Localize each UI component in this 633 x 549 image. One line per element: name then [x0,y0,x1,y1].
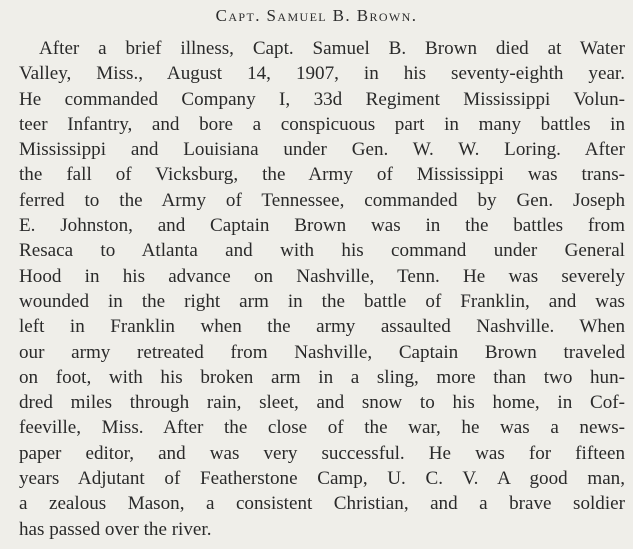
text-line: wounded in the right arm in the battle of Franklin, and was [19,290,625,312]
text-line: After a brief illness, Capt. Samuel B. Brown died at Water [39,38,625,59]
text-line: ferred to the Army of Tennessee, commanded by Gen. Joseph [19,189,625,211]
text-line: the fall of Vicksburg, the Army of Mississippi was trans- [19,164,625,186]
text-line: Resaca to Atlanta and with his command under General [19,240,625,262]
text-line: left in Franklin when the army assaulted Nashville. When [19,316,625,338]
text-line: our army retreated from Nashville, Captain Brown traveled [19,341,625,363]
text-line: paper editor, and was very successful. He was for fifteen [19,442,625,464]
text-line: He commanded Company I, 33d Regiment Mississippi Volun- [19,88,625,110]
article-title: Capt. Samuel B. Brown. [215,6,418,25]
text-line: dred miles through rain, sleet, and snow to his home, in Cof- [19,392,625,414]
text-line: a zealous Mason, a consistent Christian, and a brave soldier [19,493,625,515]
text-line: on foot, with his broken arm in a sling, more than two hun- [19,366,625,388]
text-line: teer Infantry, and bore a conspicuous part in many battles in [19,113,625,135]
text-line: Mississippi and Louisiana under Gen. W. W. Loring. After [19,139,625,161]
text-line: E. Johnston, and Captain Brown was in the battles from [19,215,625,237]
text-line: years Adjutant of Featherstone Camp, U. C. V. A good man, [19,468,625,490]
text-line: has passed over the river. [19,518,212,540]
article-body [19,36,625,542]
text-line: Valley, Miss., August 14, 1907, in his seventy-eighth year. [19,63,625,85]
text-line: Hood in his advance on Nashville, Tenn. He was severely [19,265,625,287]
text-line: feeville, Miss. After the close of the war, he was a news- [19,417,625,439]
